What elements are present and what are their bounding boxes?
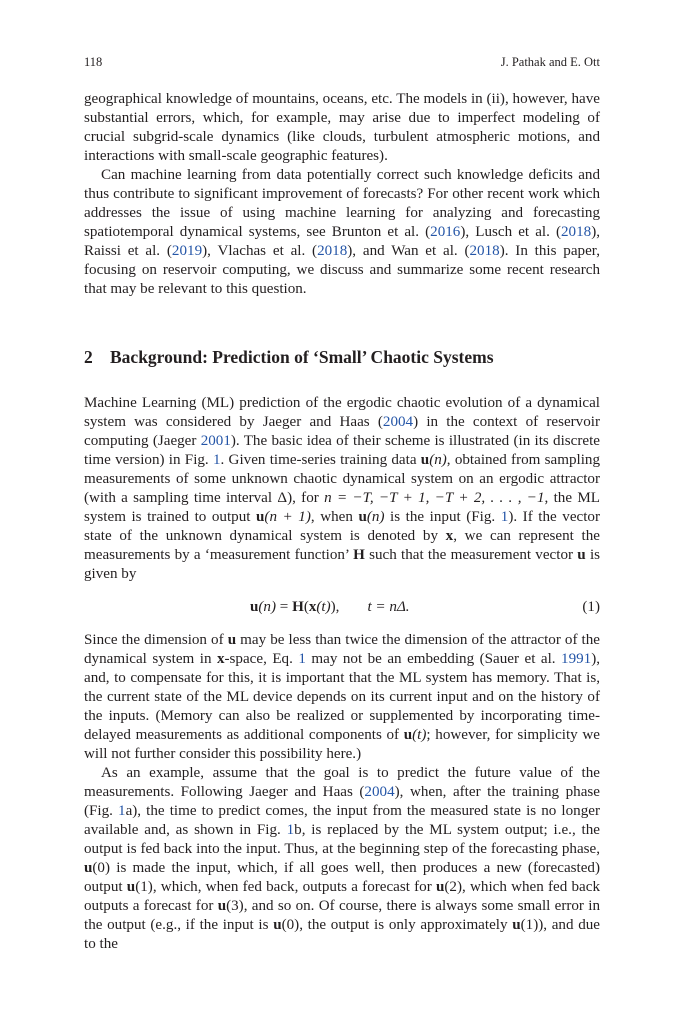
paragraph-background: Machine Learning (ML) prediction of the ergodic chaotic evolution of a dynamical system was considered by Jaeger and Haas (2004) in the context of reservoir computing (Jaeger 2001). The basic idea of their scheme is illustrated (in its discrete time version) in Fig. 1. Given time-series training data u(n), obtained from sampling measurements of some unknown chaotic dynamical system on an ergodic attractor (with a sampling time interval Δ), for n = −T, −T + 1, −T + 2, . . . , −1, the ML system is trained to output u(n + 1), when u(n) is the input (Fig. 1). If the vector state of the unknown dynamical system is denoted by x, we can represent the measurements by a ‘measurement function’ H such that the measurement vector u is given by: [84, 395, 601, 582]
paragraph-continued: geographical knowledge of mountains, oceans, etc. The models in (ii), however, have substantial errors, which, for example, may arise due to imperfect modeling of crucial subgrid-scale dynamics (like clouds, turbulent atmospheric motions, and interactions with small-scale geographic features).: [84, 91, 600, 164]
running-authors: J. Pathak and E. Ott: [500, 55, 600, 69]
citation-brunton-2016[interactable]: 2016: [430, 224, 461, 240]
equation-ref-1[interactable]: 1: [298, 651, 306, 667]
paragraph-memory: Since the dimension of u may be less than twice the dimension of the attractor of the dynamical system in x-space, Eq. 1 may not be an embedding (Sauer et al. 1991), and, to compensate for this, it is important that the ML system has memory. That is, the current state of the ML device depends on its current input and on the history of the inputs. (Memory can also be realized or supplemented by incorporating time-delayed measurements as additional components of u(t); however, for simplicity we will not further consider this possibility here.): [84, 632, 601, 762]
citation-lusch-2018[interactable]: 2018: [561, 224, 592, 240]
section-heading: [84, 346, 600, 368]
equation-1: [84, 598, 600, 617]
figure-ref-1a[interactable]: 1: [118, 803, 126, 819]
figure-ref-1b[interactable]: 1: [500, 509, 509, 525]
section-number: 2: [84, 347, 93, 367]
figure-ref-1b-second[interactable]: 1: [286, 822, 295, 838]
equation-number: (1): [582, 599, 600, 615]
citation-jaeger-2001[interactable]: 2001: [200, 433, 231, 449]
citation-raissi-2019[interactable]: 2019: [171, 243, 203, 259]
equation-body: u(n) = H(x(t)), t = nΔ.: [250, 599, 410, 615]
citation-vlachas-2018[interactable]: 2018: [317, 243, 348, 259]
citation-wan-2018[interactable]: 2018: [469, 243, 500, 259]
figure-ref-1[interactable]: 1: [212, 452, 221, 468]
paragraph-ml-question: Can machine learning from data potentially correct such knowledge deficits and thus contribute to significant improvement of forecasts? For other recent work which addresses the issue of using machine learning for analyzing and forecasting spatiotemporal dynamical systems, see Brunton et al. (2016), Lusch et al. (2018), Raissi et al. (2019), Vlachas et al. (2018), and Wan et al. (2018). In this paper, focusing on reservoir computing, we discuss and summarize some recent research that may be relevant to this question.: [84, 167, 600, 297]
paragraph-example: As an example, assume that the goal is to predict the future value of the measurements. Following Jaeger and Haas (2004), when, after the training phase (Fig. 1a), the time to predict comes, the input from the measured state is no longer available and, as shown in Fig. 1b, is replaced by the ML system output; i.e., the output is fed back into the input. Thus, at the beginning step of the forecasting phase, u(0) is made the input, which, if all goes well, then produces a new (forecasted) output u(1), which, when fed back, outputs a forecast for u(2), which when fed back outputs a forecast for u(3), and so on. Of course, there is always some small error in the output (e.g., if the input is u(0), the output is only approximately u(1)), and due to the: [84, 765, 600, 952]
main-text: [84, 90, 600, 954]
section-title: Background: Prediction of ‘Small’ Chaotic Systems: [110, 347, 494, 367]
citation-jaeger-haas-2004-b[interactable]: 2004: [364, 784, 395, 800]
citation-jaeger-haas-2004[interactable]: 2004: [382, 414, 414, 430]
citation-sauer-1991[interactable]: 1991: [561, 651, 592, 667]
page-number: 118: [84, 55, 103, 69]
